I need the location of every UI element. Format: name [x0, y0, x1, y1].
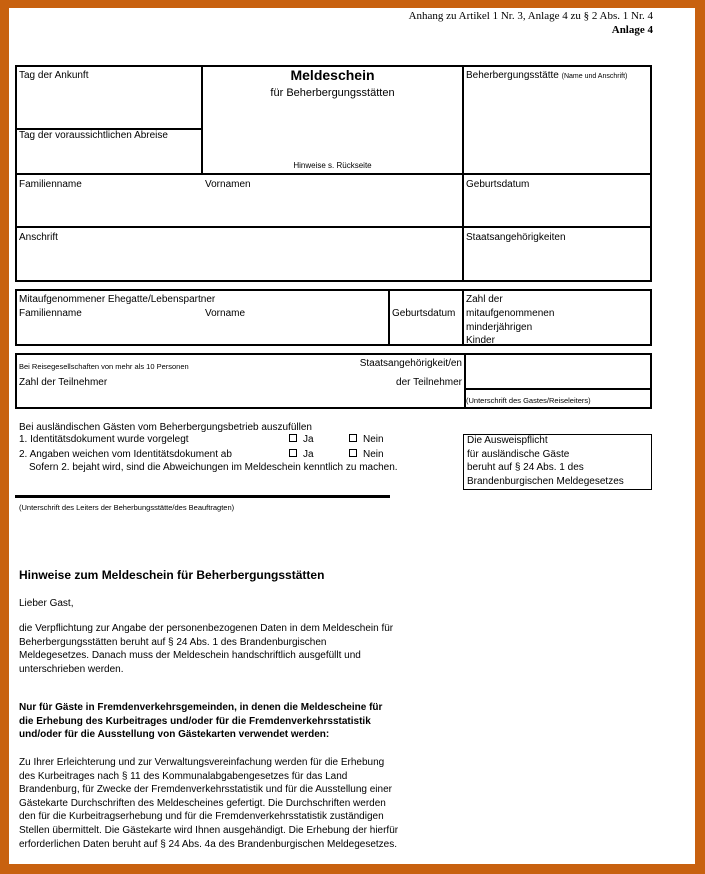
q2-no-option[interactable]: Nein	[349, 448, 384, 461]
notes-heading: Hinweise zum Meldeschein für Beherbergungsstätten	[19, 568, 325, 582]
back-note: Hinweise s. Rückseite	[293, 161, 372, 170]
guest-signature-label: (Unterschrift des Gastes/Reiseleiters)	[466, 396, 591, 405]
address-field[interactable]	[19, 246, 457, 278]
foreign-q2: 2. Angaben weichen vom Identitätsdokument ab	[19, 449, 232, 460]
spouse-label: Mitaufgenommener Ehegatte/Lebenspartner	[19, 294, 216, 305]
notes-paragraph-1: die Verpflichtung zur Angabe der personenbezogenen Daten in dem Meldeschein für Beherbergungsstätten beruht auf § 24 Abs. 1 des Brandenburgischen Meldegesetzes. Danach muss der Meldeschein handschriftlich ausgefüllt und unterschrieben werden.	[19, 623, 394, 675]
checkbox-icon	[349, 449, 357, 457]
establishment-field[interactable]	[466, 84, 646, 169]
children-label-2: mitaufgenommenen	[466, 308, 555, 319]
nationalities-field[interactable]	[466, 246, 646, 278]
birthdate-label: Geburtsdatum	[466, 179, 530, 190]
foreign-note: Sofern 2. bejaht wird, sind die Abweichungen im Meldeschein kenntlich zu machen.	[29, 462, 398, 473]
birthdate-field[interactable]	[466, 192, 646, 222]
address-label: Anschrift	[19, 232, 58, 243]
surname-field[interactable]	[19, 192, 199, 222]
q2-yes-option[interactable]: Ja	[289, 448, 314, 461]
arrival-field[interactable]	[19, 84, 197, 124]
checkbox-icon	[349, 434, 357, 442]
form-title: Meldeschein	[290, 67, 375, 83]
duty-line-1: Die Ausweispflicht	[467, 435, 548, 446]
surname-label: Familienname	[19, 179, 82, 190]
firstnames-field[interactable]	[205, 192, 459, 222]
checkbox-icon	[289, 434, 297, 442]
spouse-birthdate-label: Geburtsdatum	[392, 308, 456, 319]
group-label: Bei Reisegesellschaften von mehr als 10 Personen	[19, 362, 189, 371]
annex-label: Anlage 4	[611, 24, 653, 36]
manager-signature-label: (Unterschrift des Leiters der Beherbungsstätte/des Beauftragten)	[19, 503, 235, 512]
q1-yes-option[interactable]: Ja	[289, 433, 314, 446]
duty-line-3: beruht auf § 24 Abs. 1 des	[467, 462, 584, 473]
children-label-4: Kinder	[466, 335, 495, 346]
checkbox-icon	[289, 449, 297, 457]
group-count-label: Zahl der Teilnehmer	[19, 377, 108, 388]
group-nationality-label: Staatsangehörigkeit/en	[359, 358, 462, 369]
departure-label: Tag der voraussichtlichen Abreise	[19, 130, 168, 141]
form-page	[9, 8, 695, 864]
children-label-1: Zahl der	[466, 294, 503, 305]
legal-reference: Anhang zu Artikel 1 Nr. 3, Anlage 4 zu § 2 Abs. 1 Nr. 4	[408, 10, 653, 22]
firstnames-label: Vornamen	[205, 179, 251, 190]
spouse-fields[interactable]	[19, 321, 384, 343]
establishment-label: Beherbergungsstätte (Name und Anschrift)	[466, 70, 628, 81]
departure-field[interactable]	[19, 144, 197, 170]
arrival-label: Tag der Ankunft	[19, 70, 89, 81]
children-label-3: minderjährigen	[466, 322, 533, 333]
foreign-heading: Bei ausländischen Gästen vom Beherbergungsbetrieb auszufüllen	[19, 422, 312, 433]
q1-no-option[interactable]: Nein	[349, 433, 384, 446]
group-participants-label: der Teilnehmer	[396, 377, 462, 388]
duty-line-2: für ausländische Gäste	[467, 449, 570, 460]
notes-paragraph-2: Nur für Gäste in Fremdenverkehrsgemeinden, in denen die Meldescheine für die Erhebung des Kurbeitrages und/oder für die Fremdenverkehrsstatistik und/oder für die Ausstellung von Gästekarten verwendet werden:	[19, 702, 383, 741]
manager-signature-line[interactable]	[15, 495, 390, 498]
spouse-surname-label: Familienname	[19, 308, 82, 319]
form-subtitle: für Beherbergungsstätten	[270, 87, 395, 99]
foreign-q1: 1. Identitätsdokument wurde vorgelegt	[19, 434, 189, 445]
guest-signature-field[interactable]	[467, 356, 649, 386]
duty-line-4: Brandenburgischen Meldegesetzes	[467, 476, 624, 487]
notes-paragraph-3: Zu Ihrer Erleichterung und zur Verwaltungsvereinfachung werden für die Erhebung des Kurbeitrages nach § 11 des Kommunalabgabengesetzes für das Land Brandenburg, für Zwecke der Fremdenverkehrsstatistik und für die Ausstellung einer Gästekarte Durchschriften des Meldescheines gefertigt. Die Durchschriften werden den für die Kurbeitragserhebung und für die Fremdenverkehrsstatistik zuständigen Stellen übermittelt. Die Gästekarte wird Ihnen ausgehändigt. Die Erhebung der hierfür erforderlichen Daten beruht auf § 24 Abs. 4a des Brandenburgischen Meldegesetzes.	[19, 757, 399, 850]
notes-greeting: Lieber Gast,	[19, 598, 74, 609]
spouse-firstname-label: Vorname	[205, 308, 246, 319]
nationalities-label: Staatsangehörigkeiten	[466, 232, 566, 243]
